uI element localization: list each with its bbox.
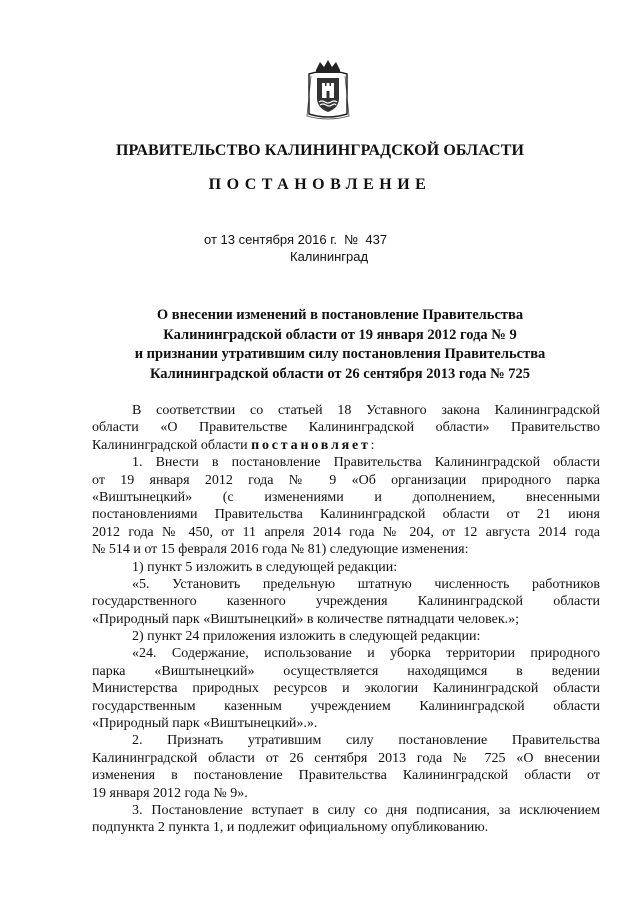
body-line: «Природный парк «Виштынецкий».».	[92, 716, 318, 732]
date-and-number: от 13 сентября 2016 г. № 437	[204, 232, 388, 247]
body-line: 2) пункт 24 приложения изложить в следующей редакции:	[132, 629, 481, 645]
document-type: ПОСТАНОВЛЕНИЕ	[208, 176, 432, 193]
body-line: от 19 января 2012 года № 9 «Об организации природного парка	[92, 472, 600, 488]
body-line: изменения в постановление Правительства Калининградской области от	[92, 768, 600, 784]
body-text-fragment: :	[370, 437, 375, 453]
body-line: 2. Признать утратившим силу постановление Правительства	[132, 733, 600, 749]
body-line: В соответствии со статьей 18 Уставного закона Калининградской	[132, 403, 600, 418]
city: Калининград	[290, 249, 369, 264]
body-line: «Природный парк «Виштынецкий» в количестве пятнадцати человек.»;	[92, 611, 520, 627]
body-line	[92, 437, 600, 454]
body-line: 1) пункт 5 изложить в следующей редакции:	[132, 559, 398, 575]
body-text-fragment: Калининградской области	[92, 437, 252, 453]
document-body	[92, 402, 600, 837]
body-line: «24. Содержание, использование и уборка территории природного	[132, 646, 600, 662]
subject-line: Калининградской области от 19 января 2012 года № 9	[163, 326, 517, 343]
body-line: области «О Правительстве Калининградской области» Правительство	[92, 420, 600, 436]
body-line: государственного казенного учреждения Калининградской области	[92, 594, 600, 610]
coat-of-arms-icon	[305, 58, 351, 122]
subject-line: и признании утратившим силу постановления Правительства	[134, 346, 546, 363]
body-line: государственным казенным учреждением Калининградской области	[92, 698, 600, 714]
body-line: «5. Установить предельную штатную численность работников	[132, 576, 600, 592]
body-line: парка «Виштынецкий» осуществляется находящимся в ведении	[92, 663, 600, 679]
body-line: Министерства природных ресурсов и экологии Калининградской области	[92, 681, 600, 697]
body-line: постановлениями Правительства Калининградской области от 21 июня	[92, 507, 600, 523]
document-subject	[0, 306, 640, 384]
subject-line: О внесении изменений в постановление Правительства	[156, 307, 524, 323]
body-line: № 514 и от 15 февраля 2016 года № 81) следующие изменения:	[92, 542, 469, 558]
body-line: Калининградской области от 26 сентября 2013 года № 725 «О внесении	[92, 750, 600, 766]
body-line: 1. Внести в постановление Правительства Калининградской области	[132, 455, 600, 471]
body-line: подпункта 2 пункта 1, и подлежит официальному опубликованию.	[92, 820, 489, 836]
body-line: 19 января 2012 года № 9».	[92, 785, 248, 801]
body-line: 3. Постановление вступает в силу со дня подписания, за исключением	[132, 802, 600, 818]
body-line: «Виштынецкий» (с изменениями и дополнением, внесенными	[92, 489, 600, 505]
subject-line: Калининградской области от 26 сентября 2013 года № 725	[149, 365, 531, 382]
body-line: 2012 года № 450, от 11 апреля 2014 года № 204, от 12 августа 2014 года	[92, 524, 600, 540]
resolves-keyword: постановляет	[251, 437, 371, 453]
government-title: ПРАВИТЕЛЬСТВО КАЛИНИНГРАДСКОЙ ОБЛАСТИ	[115, 142, 525, 159]
